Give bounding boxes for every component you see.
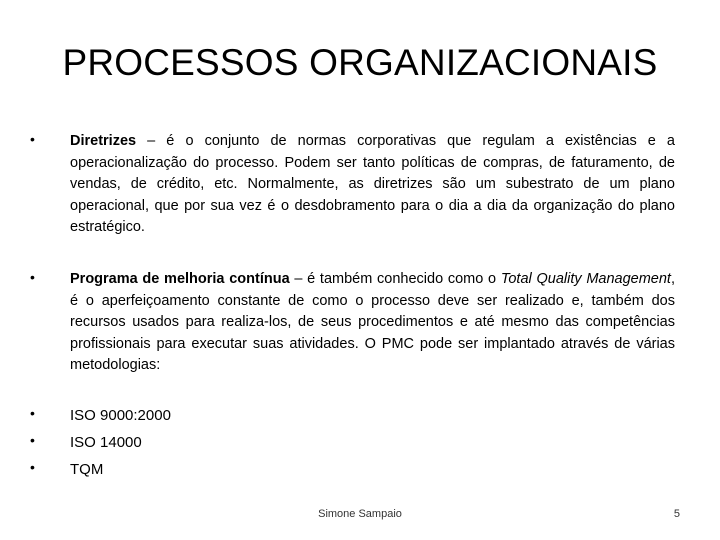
sub-item-label: ISO 9000:2000 bbox=[70, 407, 171, 424]
text-pmc-before: – é também conhecido como o bbox=[289, 271, 501, 287]
list-item-iso14000 bbox=[30, 432, 675, 454]
sub-item-label: TQM bbox=[70, 461, 104, 478]
text-pmc-italic: Total Quality Management bbox=[500, 271, 671, 287]
term-pmc: Programa de melhoria contínua bbox=[70, 271, 290, 287]
list-item-diretrizes bbox=[30, 131, 675, 239]
sub-item-label: ISO 14000 bbox=[70, 434, 142, 451]
list-item-tqm bbox=[30, 459, 675, 481]
term-diretrizes: Diretrizes bbox=[70, 133, 137, 149]
paragraph-diretrizes bbox=[70, 131, 675, 239]
text-pmc-after: , é o aperfeiçoamento constante de como o processo deve ser realizado e, também dos recursos usados para realiza-los, de seus procedimentos e até mesmo das competências profissionais para executar suas atividades. O PMC pode ser implantado através de várias metodologias: bbox=[70, 271, 675, 373]
bullet-icon: • bbox=[30, 269, 35, 285]
slide-title: PROCESSOS ORGANIZACIONAIS bbox=[62, 42, 658, 83]
text-diretrizes: – é o conjunto de normas corporativas que regulam a existências e a operacionalização do processo. Podem ser tanto políticas de compras, de faturamento, de vendas, de crédito, etc. Normalmente, as diretrizes são um subestrato de um plano operacional, que por sua vez é o desdobramento para o dia a dia da organização do plano estratégico. bbox=[70, 133, 675, 235]
bullet-icon: • bbox=[30, 459, 35, 475]
footer-author: Simone Sampaio bbox=[318, 508, 402, 520]
bullet-icon: • bbox=[30, 432, 35, 448]
list-item-iso9000 bbox=[30, 405, 675, 427]
list-item-pmc bbox=[30, 269, 675, 377]
bullet-icon: • bbox=[30, 131, 35, 147]
page-number: 5 bbox=[673, 508, 680, 520]
paragraph-pmc bbox=[70, 269, 675, 377]
bullet-icon: • bbox=[30, 405, 35, 421]
